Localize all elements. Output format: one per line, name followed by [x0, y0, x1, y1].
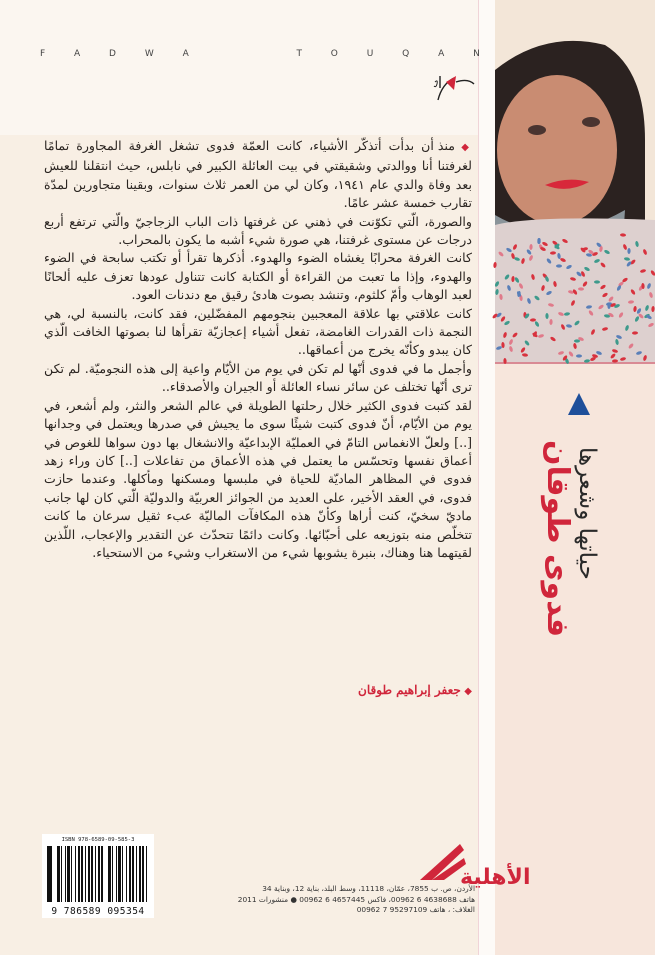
letter: A: [182, 49, 189, 59]
paragraph: كانت علاقتي بها علاقة المعجبين بنجومهم المفضّلين، فقد كانت، بالنسبة لي، هي النجمة ذات القدرات الغامضة، تفعل أشياء إعجازيّة تقرأها لنا بصوتها الخافت الّذي كان يبدو وكأنّه يخرج من أعماقها..: [44, 305, 472, 358]
author-photo: [495, 0, 655, 364]
spine-subtitle: حياتها وشعرها: [574, 447, 600, 580]
author-name-latin: [40, 49, 480, 59]
paragraph: والصورة، الّتي تكوّنت في ذهني عن غرفتها ذات الباب الزجاجيّ والّتي ترتفع أربع درجات عن مستوى غرفتنا، هي صورة شيء أشبه ما يكون بالمحراب.: [44, 213, 472, 248]
letter: F: [40, 49, 46, 59]
back-cover-header-area: [0, 0, 478, 135]
isbn-text: ISBN 978-6589-09-585-3: [61, 837, 135, 843]
letter: O: [330, 49, 338, 59]
publisher-info: [205, 884, 475, 916]
cover-credit: الغلاف: ، هاتف 95297109 7 00962: [356, 905, 475, 914]
quote-author: [290, 683, 472, 697]
triangle-marker-icon: [568, 393, 590, 415]
paragraph-text: منذ أن بدأت أتذكّر الأشياء، كانت العمّة فدوى تشغل الغرفة المجاورة تمامًا لغرفتنا أنا ووالدتي وشقيقتي في بيت العائلة الكبير في نابلس، حيث انتقلنا للعيش بعد وفاة والدي عام ١٩٤١، وكان لي من العمر ثلاث سنوات، وبقينا متجاورين لمدّة تقارب خمسة عشر عامًا.: [44, 138, 472, 211]
paragraph: لقد كتبت فدوى الكثير خلال رحلتها الطويلة في عالم الشعر والنثر، ولم أشعر، في يوم من الأيّام، أنّ فدوى كتبت شيئًا سوى ما يجيش في صدرها ويعتمل في وجدانها [..] ولعلّ الانغماس التامّ في العمليّة الإبداعيّة والانشغال بها دون سواها للغوص في أعماق نفسها وتحسّس ما يعتمل في هذه الأعماق من تفاعلات [..] كان وراء زهد فدوى في المظاهر الماديّة للحياة في ملبسها ومسكنها ومأكلها. وعندما حازت فدوى، في العقد الأخير، على العديد من الجوائز العربيّة والدوليّة الّتي كان لها جانب ماديّ سخيّ، كنت أراها وكأنّ هذه المكافآت الماليّة عبء ثقيل سرعان ما كانت تتخلّص منه بتوزيعه على أحبّائها. وكانت دائمًا تتحدّث عن التقدير والإعجاب، اللّذين لقيتهما هنا وهناك، بنبرة يشوبها شيء من الاستغراب وشيء من الاستحياء.: [44, 397, 472, 560]
publisher-name: الأهلية: [460, 865, 531, 890]
letter: U: [366, 49, 374, 59]
portrait-image: [495, 0, 655, 362]
letter: A: [74, 49, 81, 59]
letter: W: [144, 49, 154, 59]
author-name: جعفر إبراهيم طوقان: [358, 683, 461, 697]
paragraph: [44, 137, 472, 213]
barcode-bar: [147, 846, 149, 902]
letter: D: [109, 49, 116, 59]
barcode-bars: [47, 846, 149, 902]
bullet-icon: ◆: [455, 142, 472, 153]
barcode: [42, 834, 154, 918]
spine-title: فدوى طوقان: [540, 440, 575, 638]
spine-divider: [478, 0, 496, 955]
paragraph: كانت الغرفة محرابًا يغشاه الضوء والهدوء. أذكرها تقرأ أو تكتب سابحة في الضوء والهدوء، وإذا ما تعبت من القراءة أو الكتابة كانت تتناول عودها تعزف عليه ألحانًا لعبد الوهاب وأمّ كلثوم، وتنشد بصوت هادئ رقيق مع دندنات العود.: [44, 250, 472, 303]
signature-logo-icon: [418, 72, 482, 112]
letter: Q: [402, 49, 410, 59]
bullet-icon: ◆: [460, 686, 472, 697]
back-cover-text: [44, 137, 472, 562]
letter: A: [438, 49, 445, 59]
barcode-digits: 9 786589 095354: [51, 906, 145, 917]
publisher-phone: هاتف 4638688 6 00962، فاكس 4657445 6 00962 ● منشورات 2011: [237, 894, 475, 904]
letter: N: [473, 49, 480, 59]
letter: T: [296, 49, 302, 59]
publisher-address: الأردن، ص. ب 7855، عمّان، 11118، وسط البلد، بناية 12، وبناية 34: [262, 884, 475, 893]
paragraph: وأجمل ما في فدوى أنّها لم تكن في يوم من الأيّام واعية إلى هذه النجوميّة. لم تكن ترى أنّها تختلف عن سائر نساء العائلة أو الجيران والأصدقاء..: [44, 360, 472, 395]
